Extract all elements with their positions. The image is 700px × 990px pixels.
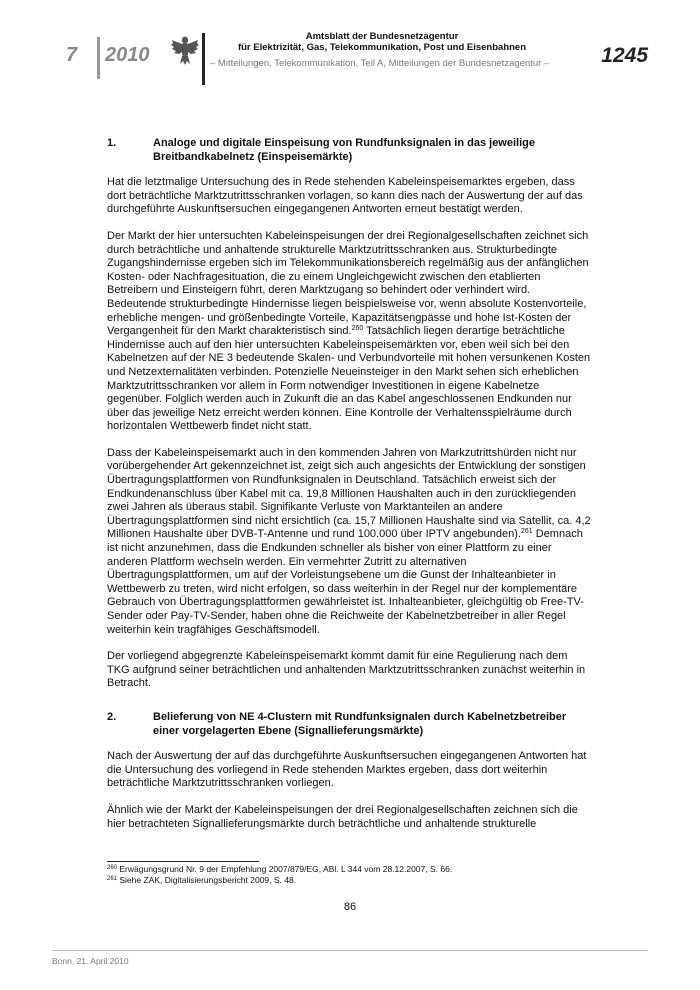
- section-2-title: Belieferung von NE 4-Clustern mit Rundfunksignalen durch Kabelnetzbetreiber einer vorgelagerten Ebene (Signallieferungsmärkte): [153, 710, 567, 737]
- paragraph-text: Demnach ist nicht anzunehmen, dass die Endkunden schneller als bisher von einer Plattform zu einer anderen Plattform wechseln werden. Ein vermehrter Zutritt zu alternativen Übertragungsplattformen, um auf der Vorleistungsebene um die Gunst der Inhalteanbieter in Wettbewerb zu treten, wird nicht erfolgen, so dass weiterhin in der Regel nur der komplementäre Gebrauch von Übertragungsplattformen gewährleistet ist. Inhalteanbieter, gleichgültig ob Free-TV-Sender oder Pay-TV-Sender, haben ohne die Reichweite der Kabelnetzbetreiber in aller Regel weiterhin kein tragfähiges Geschäftsmodell.: [107, 528, 584, 636]
- footnote-ref: 260: [351, 325, 364, 333]
- footnote-text: Erwägungsgrund Nr. 9 der Empfehlung 2007/879/EG, ABl. L 344 vom 28.12.2007, S. 66.: [117, 864, 453, 874]
- issue-year: 2010: [105, 44, 150, 66]
- header-divider-dark: [202, 33, 205, 85]
- publication-title: [212, 31, 552, 53]
- footnotes: [107, 864, 452, 885]
- paragraph: Der vorliegend abgegrenzte Kabeleinspeisemarkt kommt damit für eine Regulierung nach dem TKG aufgrund seiner beträchtlichen und anhaltenden Marktzutrittsschranken zunächst weiterhin in Betracht.: [107, 650, 586, 690]
- footnote-number: 260: [107, 865, 118, 871]
- paragraph: Nach der Auswertung der auf das durchgeführte Auskunftsersuchen eingegangenen Antworten hat die Untersuchung des vorliegend in Rede stehenden Marktes ergeben, dass dort weiterhin beträchtliche Marktzutrittsschranken vorliegen.: [107, 750, 587, 790]
- page-number: 1245: [601, 44, 648, 67]
- paragraph: [107, 447, 591, 637]
- footnote-text: Siehe ZAK, Digitalisierungsbericht 2009, S. 48.: [117, 874, 297, 885]
- publication-subtitle: – Mitteilungen, Telekommunikation, Teil A, Mitteilungen der Bundesnetzagentur –: [210, 58, 550, 69]
- paragraph: Ähnlich wie der Markt der Kabeleinspeisungen der drei Regionalgesellschaften zeichnen sich die hier betrachteten Signallieferungsmärkte durch beträchtliche und anhaltende strukturelle: [107, 803, 578, 830]
- footnote-ref: 261: [521, 528, 533, 536]
- issue-number: 7: [66, 44, 78, 66]
- publication-title-line2: für Elektrizität, Gas, Telekommunikation, Post und Eisenbahnen: [237, 42, 527, 53]
- paragraph-text: Tatsächlich liegen derartige beträchtliche Hindernisse auch auf den hier untersuchten Kabeleinspeisemärkten vor, eben weil sich bei den Kabelnetzen auf der NE 3 bedeutende Skalen- und Verbundvorteile mit hohen versunkenen Kosten und Netzexternalitäten verbinden. Potenzielle Neueinsteiger in den Markt sehen sich erheblichen Marktzutrittsschranken vor allem in Form notwendiger Investitionen in eigene Kabelnetze gegenüber. Folglich werden auch in Zukunft die an das Kabel angeschlossenen Endkunden nur über das jeweilige Netz erreicht werden können. Eine Kontrolle der Verhaltensspielräume durch horizontalen Wettbewerb findet nicht statt.: [107, 325, 591, 433]
- internal-page-number: 86: [343, 901, 357, 913]
- paragraph: [107, 230, 591, 434]
- section-2-heading: [107, 711, 591, 738]
- document-body: [107, 137, 591, 844]
- header-divider: [97, 37, 100, 79]
- footer-divider: [52, 950, 648, 951]
- section-1-number: 1.: [107, 137, 117, 149]
- footnote: [107, 875, 452, 886]
- section-2-number: 2.: [107, 710, 117, 723]
- section-1-title: Analoge und digitale Einspeisung von Rundfunksignalen in das jeweilige Breitbandkabelnetz (Einspeisemärkte): [153, 137, 535, 163]
- footnote: [107, 864, 452, 875]
- section-1-heading: [107, 137, 591, 164]
- footer-date: Bonn, 21. April 2010: [52, 956, 129, 966]
- paragraph: Hat die letztmalige Untersuchung des in Rede stehenden Kabeleinspeisemarktes ergeben, dass dort beträchtliche Marktzutrittsschranken vorlagen, so kann dies nach der Auswertung der auf das durchgeführte Auskunftsersuchen eingegangenen Antworten erneut bestätigt werden.: [107, 176, 583, 216]
- federal-eagle-icon: [170, 34, 200, 68]
- paragraph-text: Der Markt der hier untersuchten Kabeleinspeisungen der drei Regionalgesellschaften zeichnet sich durch beträchtliche und anhaltende strukturelle Marktzutrittsschranken aus. Strukturbedingte Zugangshindernisse ergeben sich im Telekommunikationsbereich regelmäßig aus der anfänglichen Kosten- oder Nachfragesituation, die zu einem Ungleichgewicht zwischen den etablierten Betreibern und Einsteigern führt, deren Marktzugang so behindert oder verhindert wird. Bedeutende strukturbedingte Hindernisse liegen beispielsweise vor, wenn absolute Kostenvorteile, erhebliche mengen- und größenbedingte Vorteile, Kapazitätsengpässe und hohe Ist-Kosten der Vergangenheit für den Markt charakteristisch sind.: [107, 229, 589, 338]
- footnote-number: 261: [107, 875, 118, 882]
- paragraph-text: Dass der Kabeleinspeisemarkt auch in den kommenden Jahren von Markzutrittshürden nicht nur vorübergehender Art gekennzeichnet ist, zeigt sich auch angesichts der Entwicklung der sonstigen Übertragungsplattformen von Rundfunksignalen in Deutschland. Tatsächlich erweist sich der Endkundenanschluss über Kabel mit ca. 19,8 Millionen Haushalten auch in den zurückliegenden zwei Jahren als überaus stabil. Signifikante Verluste von Marktanteilen an andere Übertragungsplattformen sind nicht ersichtlich (ca. 15,7 Millionen Haushalte sind via Satellit, ca. 4,2 Millionen Haushalte über DVB-T-Antenne und rund 100.000 über IPTV angebunden).: [107, 446, 591, 541]
- footnote-separator: [107, 861, 259, 862]
- publication-title-line1: Amtsblatt der Bundesnetzagentur: [305, 31, 459, 42]
